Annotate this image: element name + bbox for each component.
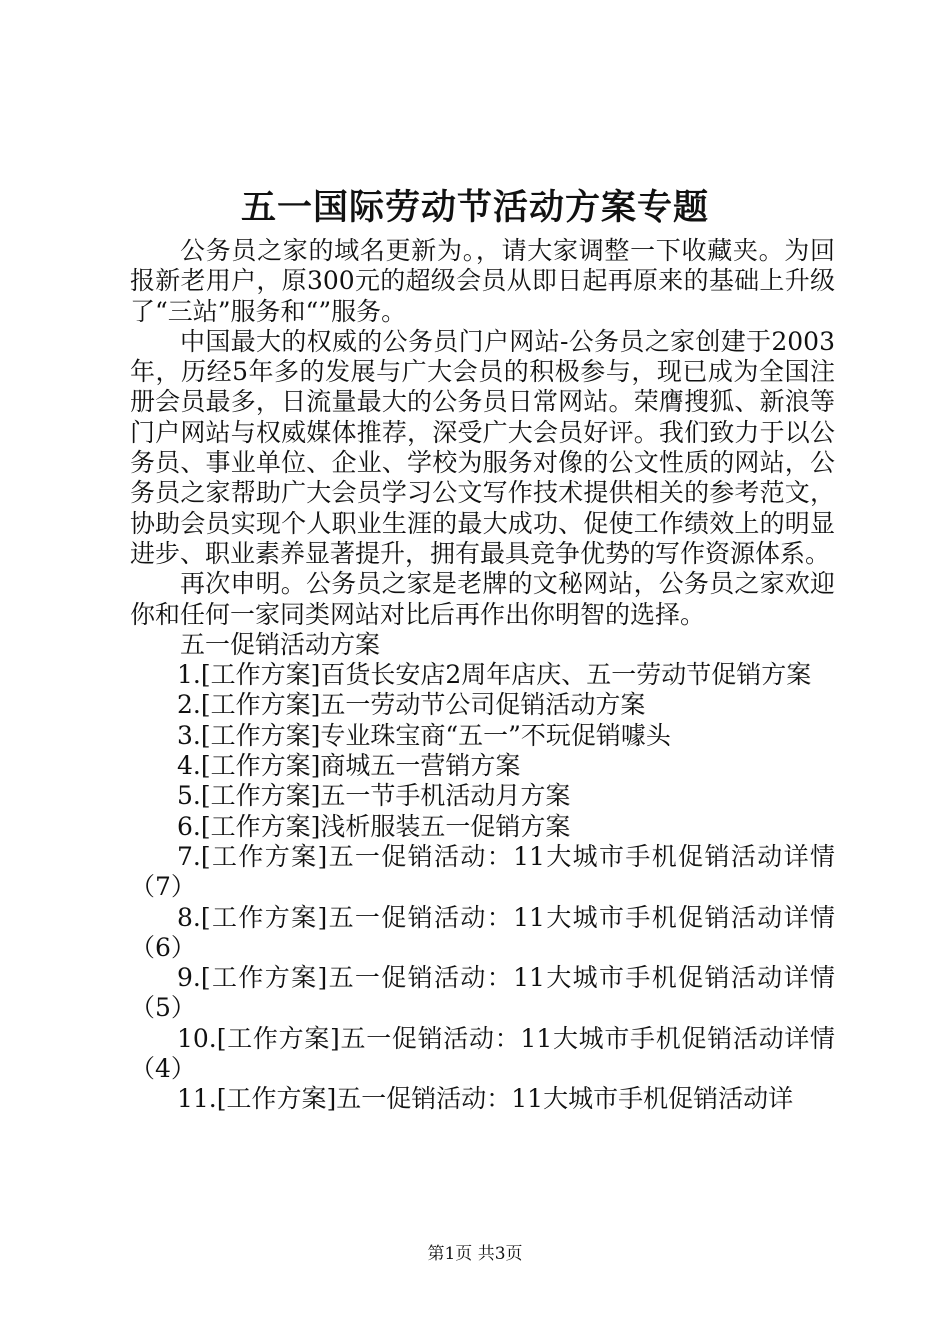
list-item[interactable]: 8.[工作方案]五一促销活动：11大城市手机促销活动详情（6）	[130, 902, 835, 962]
statement-paragraph: 再次申明。公务员之家是老牌的文秘网站，公务员之家欢迎你和任何一家同类网站对比后再作出你明智的选择。	[130, 569, 835, 629]
list-item[interactable]: 9.[工作方案]五一促销活动：11大城市手机促销活动详情（5）	[130, 963, 835, 1023]
section-heading: 五一促销活动方案	[180, 629, 381, 659]
about-paragraph: 中国最大的权威的公务员门户网站-公务员之家创建于2003年，历经5年多的发展与广大会员的积极参与，现已成为全国注册会员最多，日流量最大的公务员日常网站。荣膺搜狐、新浪等门户网站与权威媒体推荐，深受广大会员好评。我们致力于以公务员、事业单位、企业、学校为服务对像的公文性质的网站，公务员之家帮助广大会员学习公文写作技术提供相关的参考范文，协助会员实现个人职业生涯的最大成功、促使工作绩效上的明显进步、职业素养显著提升，拥有最具竞争优势的写作资源体系。	[130, 326, 835, 568]
list-item[interactable]: 11.[工作方案]五一促销活动：11大城市手机促销活动详	[177, 1084, 794, 1114]
document-title: 五一国际劳动节活动方案专题	[240, 187, 709, 228]
page-footer: 第1页 共3页	[427, 1244, 523, 1264]
list-item[interactable]: 5.[工作方案]五一节手机活动月方案	[177, 781, 571, 811]
list-item[interactable]: 10.[工作方案]五一促销活动：11大城市手机促销活动详情（4）	[130, 1023, 835, 1084]
list-item[interactable]: 3.[工作方案]专业珠宝商“五一”不玩促销噱头	[177, 720, 671, 750]
list-item[interactable]: 6.[工作方案]浅析服装五一促销方案	[177, 811, 571, 841]
list-item[interactable]: 2.[工作方案]五一劳动节公司促销活动方案	[177, 690, 646, 720]
list-item[interactable]: 4.[工作方案]商城五一营销方案	[177, 751, 521, 781]
document-body	[130, 236, 835, 1115]
list-item[interactable]: 1.[工作方案]百货长安店2周年店庆、五一劳动节促销方案	[177, 660, 812, 690]
intro-paragraph: 公务员之家的域名更新为。，请大家调整一下收藏夹。为回报新老用户，原300元的超级会员从即日起再原来的基础上升级了“三站”服务和“”服务。	[130, 236, 835, 326]
list-item[interactable]: 7.[工作方案]五一促销活动：11大城市手机促销活动详情（7）	[130, 841, 835, 902]
